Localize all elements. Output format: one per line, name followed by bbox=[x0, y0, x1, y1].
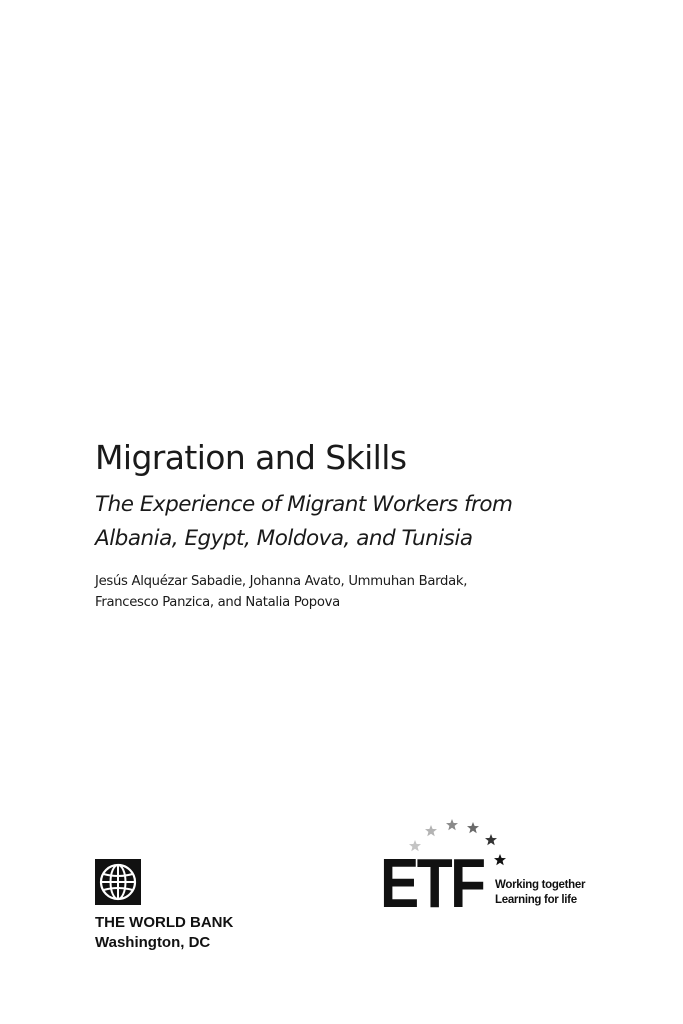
publisher-name: THE WORLD BANK bbox=[95, 914, 234, 931]
etf-logo-text: ETF bbox=[380, 844, 484, 922]
author-list bbox=[95, 571, 615, 613]
tagline-line: Learning for life bbox=[495, 894, 577, 906]
globe-icon bbox=[95, 859, 141, 905]
tagline-line: Working together bbox=[495, 879, 586, 891]
author-line: Francesco Panzica, and Natalia Popova bbox=[95, 595, 340, 610]
book-subtitle bbox=[95, 488, 655, 556]
author-line: Jesús Alquézar Sabadie, Johanna Avato, Ummuhan Bardak, bbox=[95, 574, 468, 589]
subtitle-line: The Experience of Migrant Workers from bbox=[95, 492, 513, 517]
publisher-city: Washington, DC bbox=[95, 934, 211, 951]
etf-tagline bbox=[495, 878, 585, 908]
book-title: Migration and Skills bbox=[95, 438, 407, 477]
subtitle-line: Albania, Egypt, Moldova, and Tunisia bbox=[95, 526, 473, 551]
